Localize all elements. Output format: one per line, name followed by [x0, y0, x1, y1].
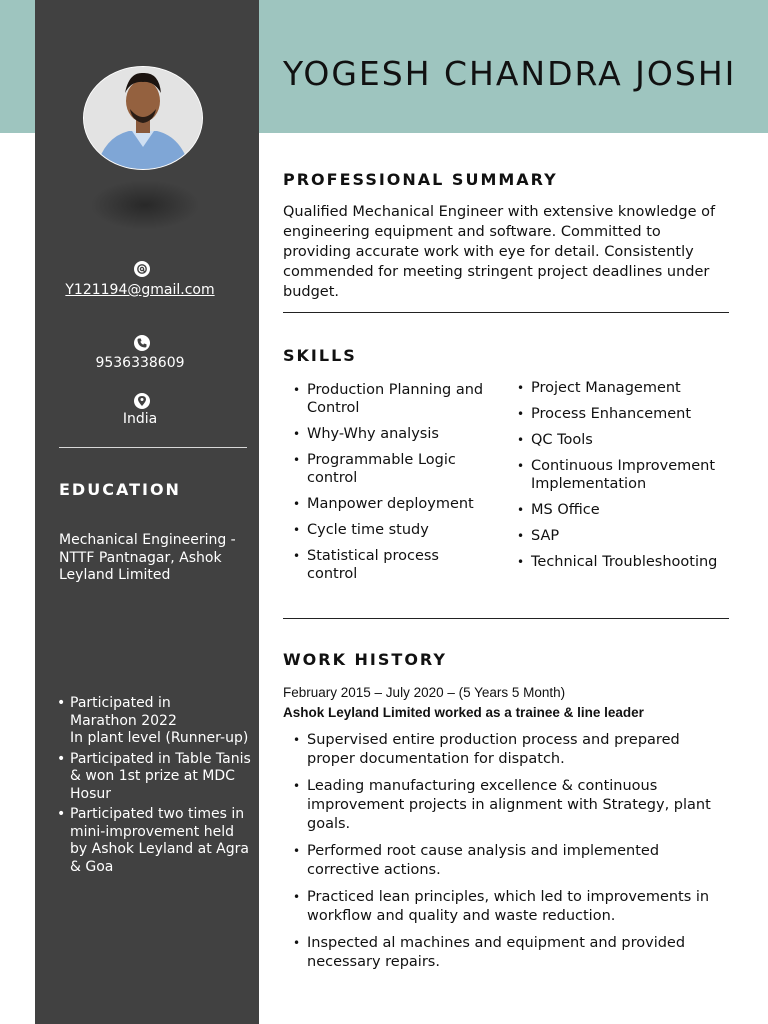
location-text: India [122, 411, 158, 427]
section-divider [283, 312, 729, 313]
list-item: • Statistical process control [283, 547, 488, 583]
sidebar [35, 0, 259, 1024]
list-item: • SAP [507, 527, 729, 545]
list-item: • Project Management [507, 379, 729, 397]
list-item: • Participated two times in mini-improvement held by Ashok Leyland at Agra & Goa [55, 806, 255, 876]
profile-photo [83, 66, 203, 170]
list-item: • Continuous Improvement Implementation [507, 457, 729, 493]
list-item: • Cycle time study [283, 521, 488, 539]
section-divider [283, 618, 729, 619]
work-history-heading: WORK HISTORY [283, 650, 447, 669]
phone-number: 9536338609 [95, 355, 185, 371]
phone-icon [134, 335, 150, 351]
work-duties-list [283, 731, 729, 980]
achievements-list [55, 695, 255, 879]
list-item: • Performed root cause analysis and implemented corrective actions. [283, 842, 729, 880]
skills-list-right [507, 379, 729, 579]
sidebar-divider [59, 447, 247, 448]
education-heading: EDUCATION [59, 480, 181, 499]
education-text: Mechanical Engineering - NTTF Pantnagar, Ashok Leyland Limited [59, 532, 236, 583]
list-item: • Supervised entire production process and prepared proper documentation for dispatch. [283, 731, 729, 769]
list-item: • Technical Troubleshooting [507, 553, 729, 571]
list-item: • Manpower deployment [283, 495, 488, 513]
location-pin-icon [134, 393, 150, 409]
at-icon [134, 261, 150, 277]
list-item: • Production Planning and Control [283, 381, 488, 417]
list-item: • Programmable Logic control [283, 451, 488, 487]
photo-shadow [90, 180, 200, 230]
list-item: • Why-Why analysis [283, 425, 488, 443]
list-item: • Participated in Table Tanis & won 1st prize at MDC Hosur [55, 751, 255, 804]
candidate-name: YOGESH CHANDRA JOSHI [283, 54, 737, 93]
skills-list-left [283, 381, 488, 591]
list-item: • Process Enhancement [507, 405, 729, 423]
list-item: • MS Office [507, 501, 729, 519]
email-link[interactable]: Y121194@gmail.com [65, 282, 215, 298]
work-title: Ashok Leyland Limited worked as a trainee & line leader [283, 705, 644, 720]
list-item: • Inspected al machines and equipment and provided necessary repairs. [283, 934, 729, 972]
summary-text: Qualified Mechanical Engineer with extensive knowledge of engineering equipment and software. Committed to providing accurate work with eye for detail. Consistently commended for meeting stringent project deadlines under budget. [283, 204, 716, 300]
work-dates: February 2015 – July 2020 – (5 Years 5 Month) [283, 685, 566, 700]
list-item: • Participated in Marathon 2022 In plant level (Runner-up) [55, 695, 255, 748]
skills-heading: SKILLS [283, 346, 357, 365]
list-item: • Leading manufacturing excellence & continuous improvement projects in alignment with Strategy, plant goals. [283, 777, 729, 834]
list-item: • QC Tools [507, 431, 729, 449]
summary-heading: PROFESSIONAL SUMMARY [283, 170, 558, 189]
list-item: • Practiced lean principles, which led to improvements in workflow and quality and waste reduction. [283, 888, 729, 926]
